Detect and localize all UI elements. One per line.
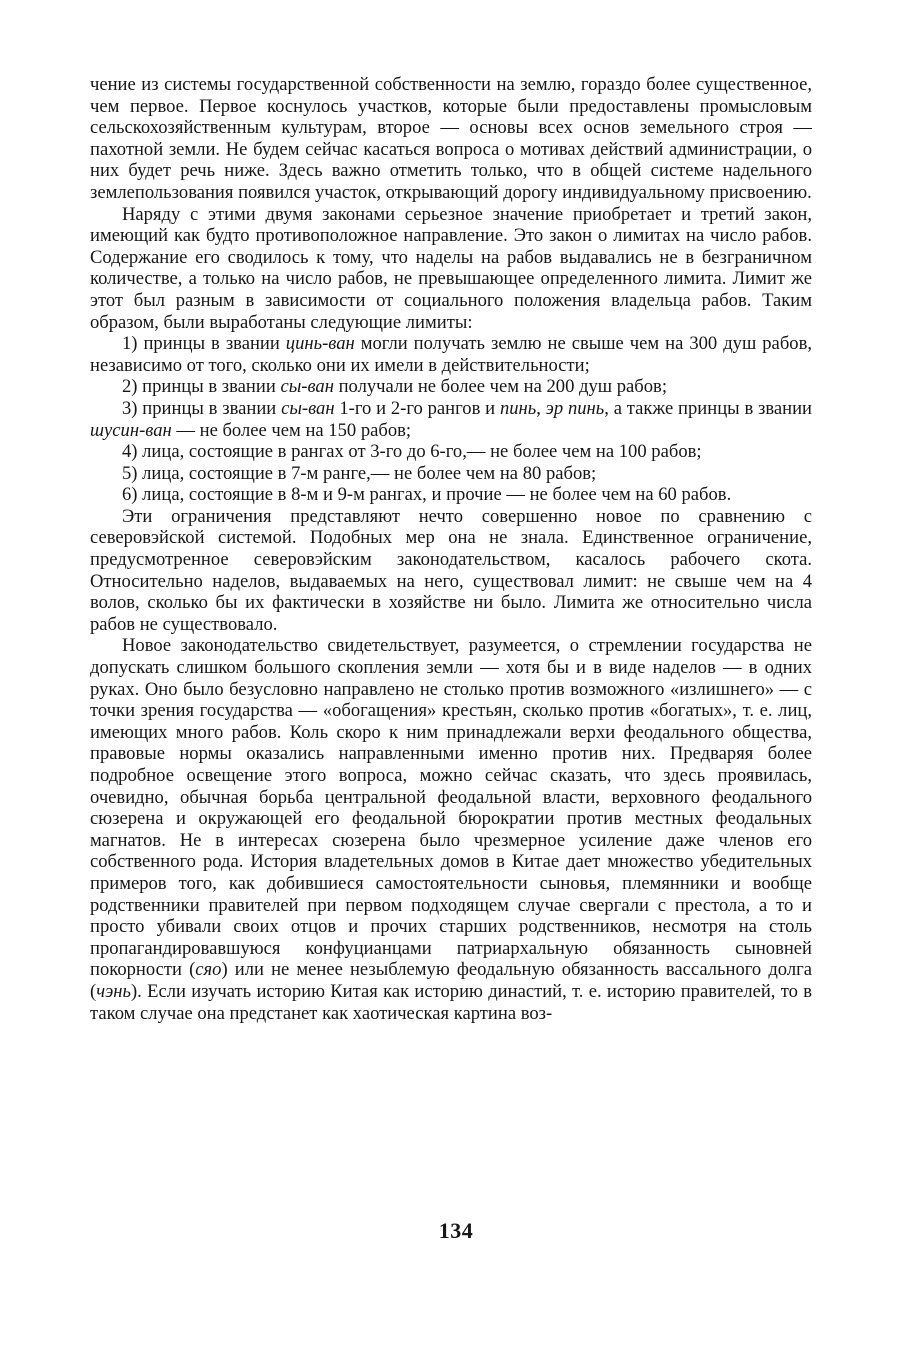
body-text [90,74,812,1024]
italic-term: цинь-ван [285,333,355,355]
text-run: ) или не менее незыблемую феодальную обязанность вассального долга ( [90,959,813,1002]
text-run: 1) принцы в звании [122,333,286,355]
text-run: чение из системы государственной собственности на землю, гораздо более существенное, чем первое. Первое коснулось участков, которые были предоставлены промысловым сельскохозяйственным культурам, второе — основы всех основ земельного строя — пахотной земли. Не будем сейчас касаться вопроса о мотивах действий администрации, о них будет речь ниже. Здесь важно отметить только, что в общей системе надельного землепользования появился участок, открывающий дорогу индивидуальному присвоению. [90,74,812,203]
paragraph [90,506,812,636]
italic-term: эр пинь [545,397,605,419]
list-item [90,398,812,441]
italic-term: шусин-ван [90,419,172,441]
paragraph [90,635,812,1024]
text-run: — не более чем на 150 рабов; [171,419,412,441]
italic-term: сяо [195,959,222,981]
list-item [90,376,812,398]
text-run: 5) лица, состоящие в 7-м ранге,— не более чем на 80 рабов; [122,462,597,484]
page-number: 134 [438,1218,474,1243]
list-item [90,463,812,485]
list-item [90,441,812,463]
text-run: Эти ограничения представляют нечто совершенно новое по сравнению с северовэйской системой. Подобных мер она не знала. Единственное ограничение, предусмотренное северовэйским законодательством, касалось рабочего скота. Относительно наделов, выдаваемых на него, существовал лимит: не свыше чем на 4 волов, сколько бы их фактически в хозяйстве ни было. Лимита же относительно числа рабов не существовало. [90,505,812,635]
italic-term: сы-ван [280,376,334,398]
text-run: , а также принцы в звании [604,397,813,419]
italic-term: сы-ван [281,397,335,419]
text-run: получали не более чем на 200 душ рабов; [333,376,668,398]
text-run: Наряду с этими двумя законами серьезное значение приобретает и третий закон, имеющий как будто противоположное направление. Это закон о лимитах на число рабов. Содержание его сводилось к тому, что наделы на рабов выдавались не в безграничном количестве, а только на число рабов, не превышающее определенного лимита. Лимит же этот был разным в зависимости от социального положения владельца рабов. Таким образом, были выработаны следующие лимиты: [90,203,812,333]
text-run: могли получать землю не свыше чем на 300 душ рабов, независимо от того, сколько они их имели в действительности; [90,333,812,376]
text-run: 6) лица, состоящие в 8-м и 9-м рангах, и прочие — не более чем на 60 рабов. [122,484,732,506]
text-run: Новое законодательство свидетельствует, разумеется, о стремлении государства не допускать слишком большого скопления земли — хотя бы и в виде наделов — в одних руках. Оно было безусловно направлено не столько против возможного «излишнего» — с точки зрения государства — «обогащения» крестьян, сколько против «богатых», т. е. лиц, имеющих много рабов. Коль скоро к ним принадлежали верхи феодального общества, правовые нормы оказались направленными именно против них. Предваряя более подробное освещение этого вопроса, можно сейчас сказать, что здесь проявилась, очевидно, обычная борьба центральной феодальной власти, верховного феодального сюзерена и окружающей его феодальной бюрократии против местных феодальных магнатов. Не в интересах сюзерена было чрезмерное усиление даже членов его собственного рода. История владетельных домов в Китае дает множество убедительных примеров того, как добившиеся самостоятельности сыновья, племянники и вообще родственники правителей при первом подходящем случае свергали с престола, а то и просто убивали своих отцов и прочих старших родственников, несмотря на столь пропагандировавшуюся конфуцианцами патриархальную обязанность сыновней покорности ( [90,635,812,981]
text-run: , [536,397,546,419]
paragraph [90,74,812,204]
text-run: 1-го и 2-го рангов и [334,397,500,419]
list-item [90,333,812,376]
paragraph [90,204,812,334]
list-item [90,484,812,506]
text-run: 4) лица, состоящие в рангах от 3-го до 6-го,— не более чем на 100 рабов; [122,441,702,463]
text-run: 2) принцы в звании [122,376,281,398]
text-run: 3) принцы в звании [122,397,282,419]
italic-term: пинь [499,397,537,419]
italic-term: чэнь [96,980,131,1002]
text-run: ). Если изучать историю Китая как историю династий, т. е. историю правителей, то в таком случае она предстанет как хаотическая картина воз- [90,980,812,1024]
